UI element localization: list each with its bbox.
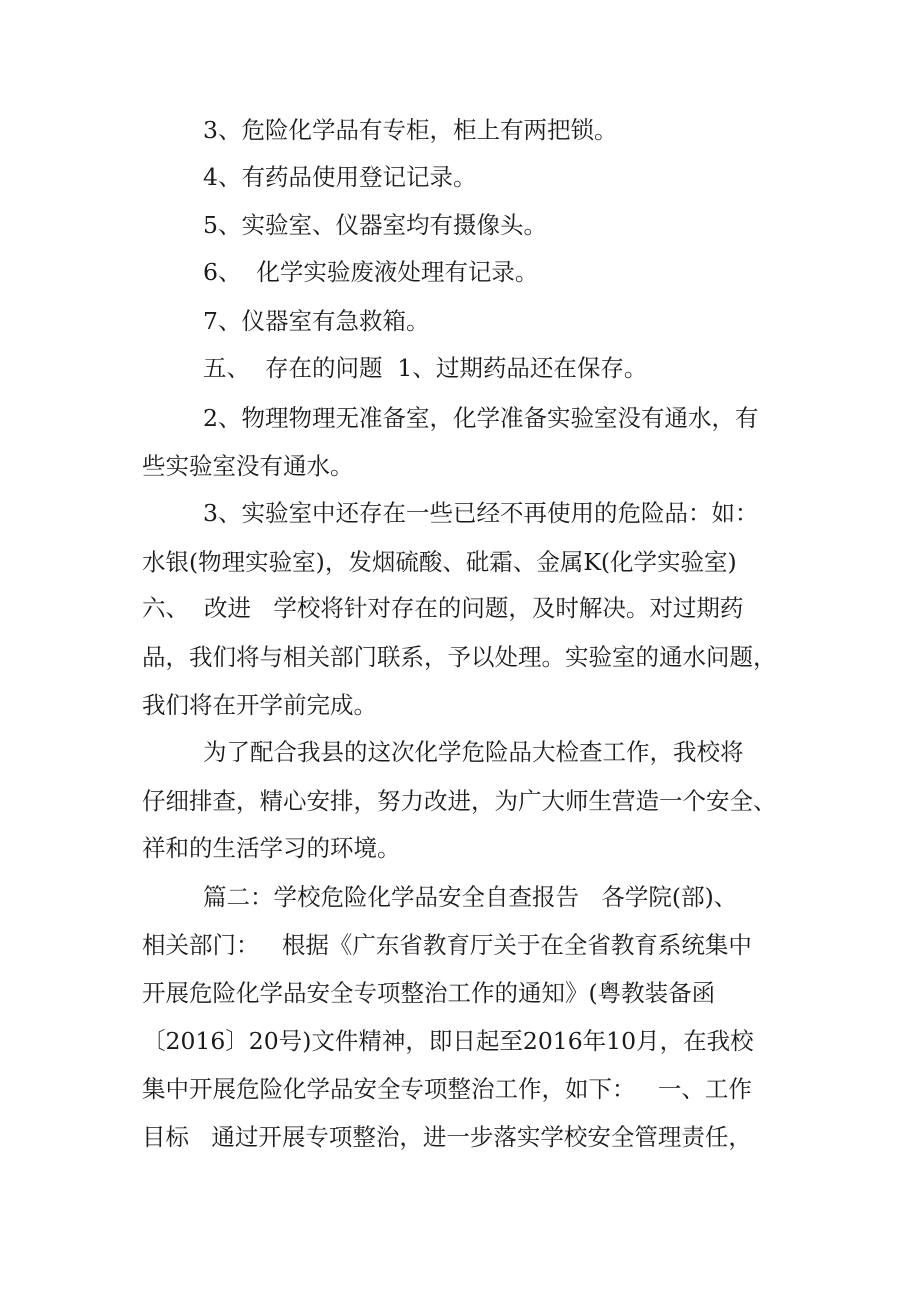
text-line: 〔2016〕20号)文件精神，即日起至2016年10月，在我校 [142, 1027, 754, 1055]
text-line: 仔细排查，精心安排，努力改进，为广大师生营造一个安全、 [142, 787, 777, 815]
text-line: 为了配合我县的这次化学危险品大检查工作，我校将 [203, 738, 744, 766]
text-line: 品，我们将与相关部门联系，予以处理。实验室的通水问题， [142, 643, 777, 671]
text-line: 5、实验室、仪器室均有摄像头。 [203, 211, 547, 239]
text-line: 开展危险化学品安全专项整治工作的通知》(粤教装备函 [142, 979, 716, 1007]
text-line: 2、物理物理无准备室，化学准备实验室没有通水，有 [203, 404, 759, 432]
text-line: 相关部门： 根据《广东省教育厅关于在全省教育系统集中 [142, 931, 752, 959]
text-line: 目标 通过开展专项整治，进一步落实学校安全管理责任， [142, 1123, 752, 1151]
text-line: 五、 存在的问题 1、过期药品还在保存。 [203, 354, 648, 382]
text-line: 3、危险化学品有专柜，柜上有两把锁。 [203, 116, 618, 144]
text-line: 篇二：学校危险化学品安全自查报告 各学院(部)、 [203, 883, 738, 911]
text-line: 我们将在开学前完成。 [142, 691, 377, 719]
text-line: 些实验室没有通水。 [142, 452, 354, 480]
text-line: 六、 改进 学校将针对存在的问题，及时解决。对过期药 [142, 594, 744, 622]
text-line: 7、仪器室有急救箱。 [203, 307, 430, 335]
text-line: 6、 化学实验废液处理有记录。 [203, 258, 539, 286]
text-line: 3、实验室中还存在一些已经不再使用的危险品：如： [203, 499, 759, 527]
text-line: 4、有药品使用登记记录。 [203, 163, 477, 191]
text-line: 祥和的生活学习的环境。 [142, 834, 401, 862]
text-line: 集中开展危险化学品安全专项整治工作，如下： 一、工作 [142, 1075, 752, 1103]
text-line: 水银(物理实验室)，发烟硫酸、砒霜、金属K(化学实验室) [142, 548, 737, 576]
